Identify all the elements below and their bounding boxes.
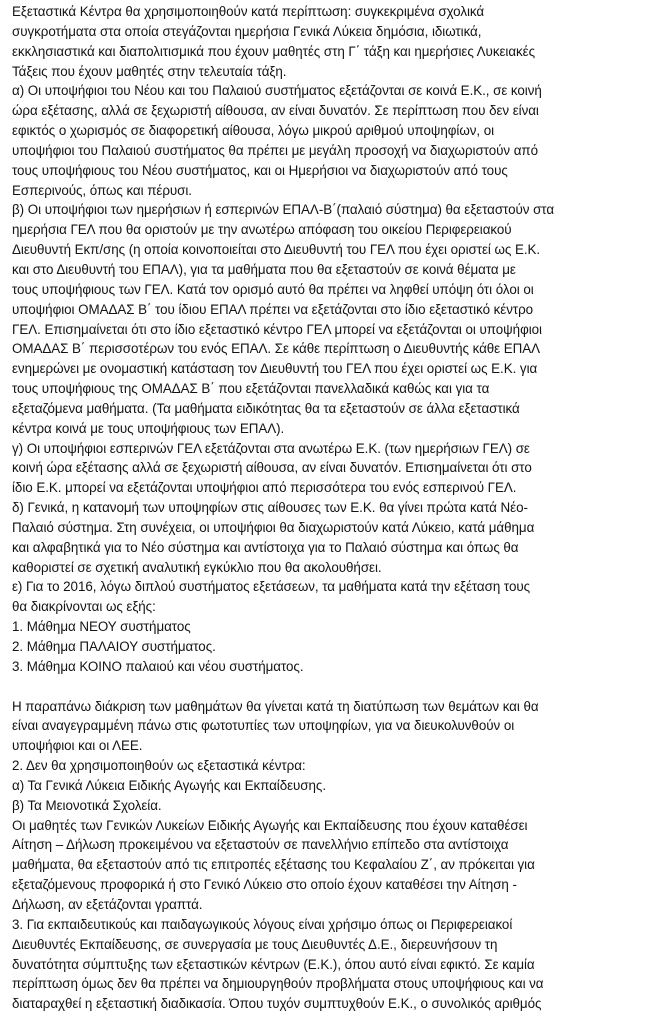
text-line: ώρα εξέτασης, αλλά σε ξεχωριστή αίθουσα, αν είναι δυνατόν. Σε περίπτωση που δεν είναι [12, 103, 539, 119]
text-block-1 [12, 2, 652, 677]
text-line: εφικτός ο χωρισμός σε διαφορετική αίθουσα, λόγω μικρού αριθμού υποψηφίων, οι [12, 123, 495, 139]
text-line: και στο Διευθυντή του ΕΠΑΛ), για τα μαθήματα που θα εξεταστούν σε κοινά θέματα με [12, 261, 516, 277]
text-line: κέντρα κοινά με τους υποψήφιους των ΕΠΑΛ). [12, 420, 285, 436]
text-line: Δήλωση, αν εξετάζονται γραπτά. [12, 896, 203, 912]
text-line: 2. Δεν θα χρησιμοποιηθούν ως εξεταστικά κέντρα: [12, 758, 306, 774]
text-line: είναι αναγεγραμμένη πάνω στις φωτοτυπίες των υποψηφίων, για να διευκολυνθούν οι [12, 718, 515, 734]
text-line: καθοριστεί σε σχετική αναλυτική εγκύκλιο που θα ακολουθήσει. [12, 559, 382, 575]
text-line: Αίτηση – Δήλωση προκειμένου να εξεταστούν σε πανελλήνιο επίπεδο στα αντίστοιχα [12, 837, 509, 853]
text-line: και αλφαβητικά για το Νέο σύστημα και αντίστοιχα για το Παλαιό σύστημα και όπως θα [12, 539, 519, 555]
text-line: Διευθυντή Εκπ/σης (η οποία κοινοποιείται στο Διευθυντή του ΓΕΛ που έχει οριστεί ως Ε.Κ. [12, 242, 541, 258]
text-line: β) Οι υποψήφιοι των ημερήσιων ή εσπερινών ΕΠΑΛ-Β΄(παλαιό σύστημα) θα εξεταστούν στα [12, 202, 555, 218]
text-line: τους υποψήφιους του Νέου συστήματος, και οι Ημερήσιοι να διαχωριστούν από τους [12, 162, 508, 178]
text-line: Εξεταστικά Κέντρα θα χρησιμοποιηθούν κατά περίπτωση: συγκεκριμένα σχολικά [12, 4, 485, 19]
text-line: Τάξεις που έχουν μαθητές στην τελευταία τάξη. [12, 63, 287, 79]
text-line: εκκλησιαστικά και διαπολιτισμικά που έχουν μαθητές στη Γ΄ τάξη και ημερήσιες Λυκειακές [12, 43, 535, 59]
text-line: ίδιο Ε.Κ. μπορεί να εξετάζονται υποψήφιοι από περισσότερα του ενός εσπερινού ΓΕΛ. [12, 480, 517, 496]
text-line: Οι μαθητές των Γενικών Λυκείων Ειδικής Αγωγής και Εκπαίδευσης που έχουν καταθέσει [12, 817, 528, 833]
text-line: διαταραχθεί η εξεταστική διαδικασία. Όπου τυχόν συμπτυχθούν Ε.Κ., ο συνολικός αριθμός [12, 996, 542, 1012]
text-line: 3. Μάθημα ΚΟΙΝΟ παλαιού και νέου συστήματος. [12, 658, 304, 674]
text-line: ημερήσια ΓΕΛ που θα οριστούν με την ανωτέρω απόφαση του οικείου Περιφερειακού [12, 222, 512, 238]
text-line: περίπτωση όμως δεν θα πρέπει να δημιουργηθούν προβλήματα στους υποψήφιους και να [12, 976, 544, 992]
text-line: 1. Μάθημα ΝΕΟΥ συστήματος [12, 619, 191, 635]
text-line: εξεταζόμενους προφορικά ή στο Γενικό Λύκειο στο οποίο έχουν καταθέσει την Αίτηση - [12, 877, 517, 893]
text-line: ε) Για το 2016, λόγω διπλού συστήματος εξετάσεων, τα μαθήματα κατά την εξέταση τους [12, 579, 531, 595]
text-line: θα διακρίνονται ως εξής: [12, 599, 156, 615]
text-line: Εσπερινούς, όπως και πέρυσι. [12, 182, 192, 198]
text-line: α) Τα Γενικά Λύκεια Ειδικής Αγωγής και Εκπαίδευσης. [12, 777, 326, 793]
text-line: Η παραπάνω διάκριση των μαθημάτων θα γίνεται κατά τη διατύπωση των θεμάτων και θα [12, 698, 539, 714]
text-line: γ) Οι υποψήφιοι εσπερινών ΓΕΛ εξετάζονται στα ανωτέρω Ε.Κ. (των ημερήσιων ΓΕΛ) σε [12, 440, 530, 456]
document-body [12, 2, 652, 1014]
text-line: δυνατότητα σύμπτυξης των εξεταστικών κέντρων (Ε.Κ.), όπου αυτό είναι εφικτό. Σε καμία [12, 956, 535, 972]
text-line: μαθήματα, θα εξεταστούν από τις επιτροπές εξέτασης του Κεφαλαίου Ζ΄, αν πρόκειται για [12, 857, 535, 873]
text-line: Διευθυντές Εκπαίδευσης, σε συνεργασία με τους Διευθυντές Δ.Ε., διερευνήσουν τη [12, 936, 498, 952]
text-block-2 [12, 697, 652, 1015]
text-line: υποψήφιοι του Παλαιού συστήματος θα πρέπει με μεγάλη προσοχή να διαχωριστούν από [12, 142, 538, 158]
text-line: τους υποψήφιους των ΓΕΛ. Κατά τον ορισμό αυτό θα πρέπει να ληφθεί υπόψη ότι όλοι οι [12, 281, 534, 297]
text-line: υποψήφιοι και οι ΛΕΕ. [12, 738, 143, 754]
text-line: εξεταζόμενα μαθήματα. (Τα μαθήματα ειδικότητας θα τα εξεταστούν σε άλλα εξεταστικά [12, 400, 520, 416]
text-line: ενημερώνει με ονομαστική κατάσταση τον Διευθυντή του ΓΕΛ που έχει οριστεί ως Ε.Κ. για [12, 361, 538, 377]
text-line: ΟΜΑΔΑΣ Β΄ περισσοτέρων του ενός ΕΠΑΛ. Σε κάθε περίπτωση ο Διευθυντής κάθε ΕΠΑΛ [12, 341, 541, 357]
text-line: ΓΕΛ. Επισημαίνεται ότι στο ίδιο εξεταστικό κέντρο ΓΕΛ μπορεί να εξετάζονται οι υποψήφιοι [12, 321, 542, 337]
text-line: υποψήφιοι ΟΜΑΔΑΣ Β΄ του ίδιου ΕΠΑΛ πρέπει να εξετάζονται στο ίδιο εξεταστικό κέντρο [12, 301, 534, 317]
paragraph-gap [12, 677, 652, 697]
text-line: 2. Μάθημα ΠΑΛΑΙΟΥ συστήματος. [12, 639, 216, 654]
text-line: 3. Για εκπαιδευτικούς και παιδαγωγικούς λόγους είναι χρήσιμο όπως οι Περιφερειακοί [12, 916, 513, 932]
text-line: α) Οι υποψήφιοι του Νέου και του Παλαιού συστήματος εξετάζονται σε κοινά Ε.Κ., σε κοινή [12, 83, 542, 99]
text-line: Παλαιό σύστημα. Στη συνέχεια, οι υποψήφιοι θα διαχωριστούν κατά Λύκειο, κατά μάθημα [12, 519, 535, 535]
text-line: τους υποψήφιους της ΟΜΑΔΑΣ Β΄ που εξετάζονται πανελλαδικά καθώς και για τα [12, 381, 490, 397]
text-line: συγκροτήματα στα οποία στεγάζονται ημερήσια Γενικά Λύκεια δημόσια, ιδιωτικά, [12, 23, 482, 39]
text-line: δ) Γενικά, η κατανομή των υποψηφίων στις αίθουσες των Ε.Κ. θα γίνει πρώτα κατά Νέο- [12, 500, 528, 516]
text-line: κοινή ώρα εξέτασης αλλά σε ξεχωριστή αίθουσα, αν είναι δυνατόν. Επισημαίνεται ότι στο [12, 460, 532, 476]
text-line: β) Τα Μειονοτικά Σχολεία. [12, 797, 162, 813]
